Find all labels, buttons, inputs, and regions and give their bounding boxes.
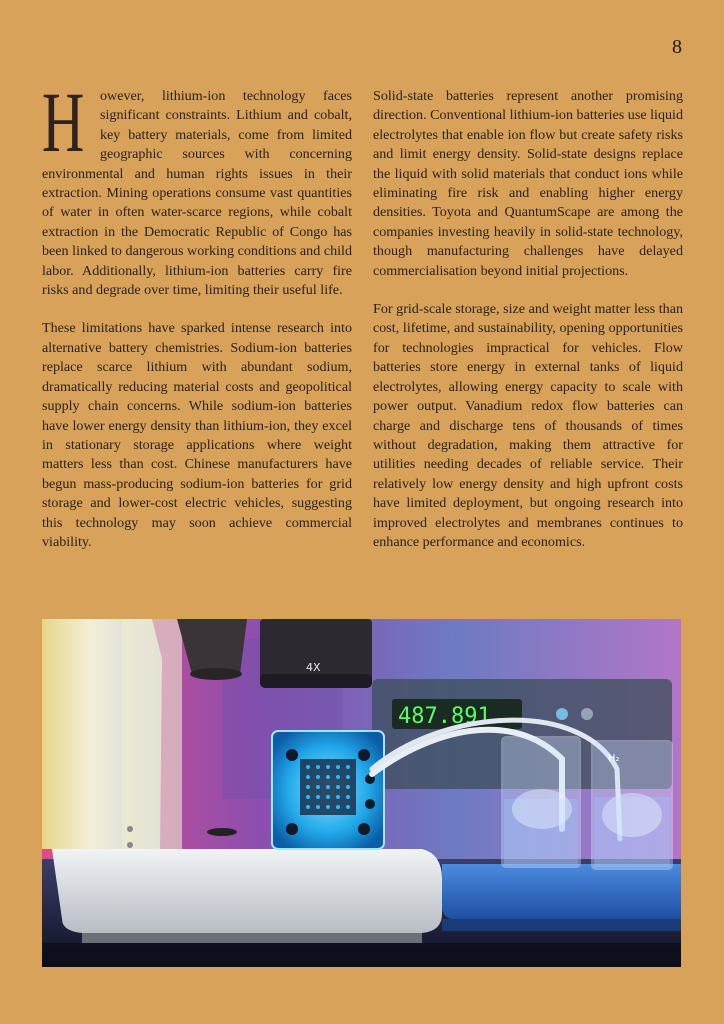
beaker-label: H₂ (608, 753, 620, 764)
paragraph-1 (42, 74, 352, 300)
page-number: 8 (672, 36, 682, 58)
article-right-column (373, 87, 683, 552)
lab-photo-illustration (42, 619, 681, 967)
paragraph-4: For grid-scale storage, size and weight matter less than cost, lifetime, and sustainability, opening opportunities for technologies impractical for vehicles. Flow batteries store energy in external tanks of liquid electrolytes, allowing energy capacity to scale with power output. Vanadium redox flow batteries can charge and discharge tens of thousands of times without degradation, making them attractive for utilities needing decades of reliable service. Their relatively low energy density and high upfront costs have limited deployment, but ongoing research into improved electrolytes and membranes continues to enhance performance and economics. (373, 301, 683, 550)
paragraph-3: Solid-state batteries represent another promising direction. Conventional lithium-ion batteries use liquid electrolytes that enable ion flow but create safety risks and limit energy density. Solid-state designs replace the liquid with solid materials that conduct ions while eliminating fire risk and enabling higher energy densities. Toyota and QuantumScape are among the companies investing heavily in solid-state technology, though manufacturing challenges have delayed commercialisation beyond initial projections. (373, 88, 684, 279)
paragraph-2: These limitations have sparked intense research into alternative battery chemistries. Sodium-ion batteries replace scarce lithium with abundant sodium, dramatically reducing material costs and geopolitical supply chain concerns. While sodium-ion batteries have lower energy density than lithium-ion, they excel in stationary storage applications where weight matters less than cost. Chinese manufacturers have begun mass-producing sodium-ion batteries for grid storage and lower-cost electric vehicles, suggesting this technology may soon achieve commercial viability. (42, 320, 352, 550)
article-left-column (42, 74, 352, 552)
objective-label: 4X (306, 661, 321, 674)
paragraph-1-text: owever, lithium-ion technology faces significant constraints. Lithium and cobalt, key battery materials, come from limited geographic sources with concerning environmental and human rights issues in their extraction. Mining operations consume vast quantities of water in often water-scarce regions, while cobalt extraction in the Democratic Republic of Congo has been linked to dangerous working conditions and child labor. Additionally, lithium-ion batteries carry fire risks and degrade over time, limiting their useful life. (42, 88, 352, 299)
display-reading: 487.891 (398, 704, 491, 729)
drop-cap: H (42, 74, 85, 170)
lab-photo (42, 619, 681, 967)
